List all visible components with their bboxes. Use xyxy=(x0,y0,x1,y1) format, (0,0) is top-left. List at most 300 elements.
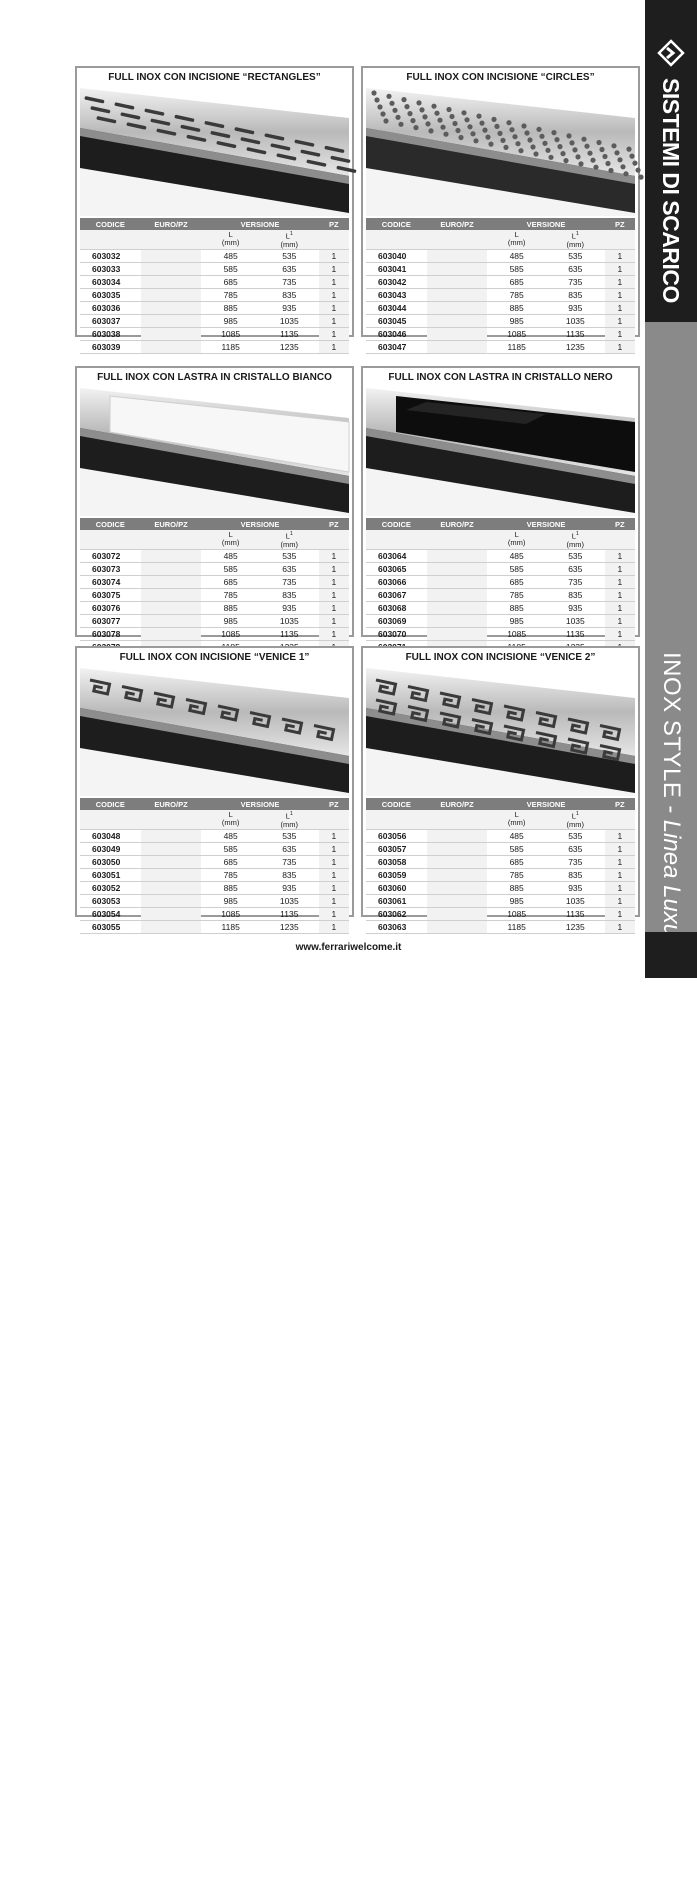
unit-l-label: L xyxy=(514,810,519,820)
pieces: 1 xyxy=(319,327,349,340)
pieces: 1 xyxy=(605,907,635,920)
length-l1: 735 xyxy=(546,575,605,588)
price-cell xyxy=(141,575,202,588)
length-l: 1085 xyxy=(487,907,546,920)
length-l: 585 xyxy=(487,262,546,275)
unit-l1 xyxy=(546,230,605,249)
table-row xyxy=(80,588,349,601)
length-l: 985 xyxy=(487,314,546,327)
unit-l1-sup: 1 xyxy=(575,531,579,537)
price-cell xyxy=(141,881,202,894)
spec-table-units xyxy=(366,810,635,829)
header-version: VERSIONE xyxy=(487,218,604,230)
length-l1: 935 xyxy=(546,301,605,314)
length-l: 1185 xyxy=(487,920,546,933)
product-code: 603058 xyxy=(366,855,427,868)
length-l1: 735 xyxy=(260,275,319,288)
spec-table-header xyxy=(80,218,349,230)
pieces: 1 xyxy=(605,314,635,327)
header-version: VERSIONE xyxy=(201,798,318,810)
product-code: 603069 xyxy=(366,614,427,627)
unit-l1-mm: (mm) xyxy=(280,239,299,249)
table-row xyxy=(366,575,635,588)
length-l1: 1135 xyxy=(260,627,319,640)
unit-l-mm: (mm) xyxy=(221,818,240,828)
price-cell xyxy=(141,249,202,262)
table-row xyxy=(366,327,635,340)
unit-l1 xyxy=(260,230,319,249)
price-cell xyxy=(141,920,202,933)
table-row xyxy=(366,842,635,855)
product-code: 603042 xyxy=(366,275,427,288)
units-blank xyxy=(427,810,488,829)
price-cell xyxy=(141,288,202,301)
pieces: 1 xyxy=(605,327,635,340)
table-row xyxy=(366,627,635,640)
product-code: 603059 xyxy=(366,868,427,881)
pieces: 1 xyxy=(319,275,349,288)
spec-table-header xyxy=(366,798,635,810)
length-l1: 1135 xyxy=(546,627,605,640)
table-row xyxy=(366,894,635,907)
pieces: 1 xyxy=(319,549,349,562)
units-blank xyxy=(80,530,141,549)
unit-l1-mm: (mm) xyxy=(280,539,299,549)
units-blank xyxy=(319,530,349,549)
product-code: 603070 xyxy=(366,627,427,640)
product-code: 603055 xyxy=(80,920,141,933)
page-number: 27 xyxy=(665,1870,677,1881)
unit-l1-label: L xyxy=(285,811,290,821)
length-l: 785 xyxy=(487,588,546,601)
pieces: 1 xyxy=(605,288,635,301)
length-l: 985 xyxy=(201,894,260,907)
unit-l1-mm: (mm) xyxy=(280,819,299,829)
pieces: 1 xyxy=(605,575,635,588)
product-photo xyxy=(80,88,349,216)
unit-l1-sup: 1 xyxy=(289,231,293,237)
header-code: CODICE xyxy=(80,218,141,230)
product-code: 603032 xyxy=(80,249,141,262)
spec-table xyxy=(366,798,635,934)
venice-2-grate-image xyxy=(366,668,635,796)
product-code: 603078 xyxy=(80,627,141,640)
length-l1: 935 xyxy=(260,881,319,894)
price-cell xyxy=(427,575,488,588)
pieces: 1 xyxy=(605,868,635,881)
header-code: CODICE xyxy=(80,798,141,810)
spec-table-units xyxy=(80,530,349,549)
table-row xyxy=(80,288,349,301)
length-l1: 1235 xyxy=(546,340,605,353)
pieces: 1 xyxy=(319,627,349,640)
pieces: 1 xyxy=(319,868,349,881)
product-panel-6 xyxy=(361,646,640,932)
unit-l1-label: L xyxy=(571,231,576,241)
unit-l1-label: L xyxy=(285,231,290,241)
price-cell xyxy=(141,907,202,920)
length-l: 1085 xyxy=(201,627,260,640)
header-euro: EURO/PZ xyxy=(427,798,488,810)
pieces: 1 xyxy=(319,601,349,614)
table-row xyxy=(80,314,349,327)
price-cell xyxy=(427,549,488,562)
length-l1: 835 xyxy=(546,588,605,601)
length-l: 585 xyxy=(487,842,546,855)
price-cell xyxy=(427,907,488,920)
length-l1: 1235 xyxy=(260,920,319,933)
product-panel-4 xyxy=(361,366,640,637)
price-cell xyxy=(141,301,202,314)
table-row xyxy=(366,855,635,868)
price-cell xyxy=(427,842,488,855)
units-blank xyxy=(427,230,488,249)
length-l1: 535 xyxy=(260,829,319,842)
unit-l-label: L xyxy=(228,230,233,240)
pieces: 1 xyxy=(319,829,349,842)
length-l1: 535 xyxy=(546,249,605,262)
unit-l xyxy=(201,530,260,549)
pieces: 1 xyxy=(605,275,635,288)
pieces: 1 xyxy=(605,301,635,314)
table-row xyxy=(366,562,635,575)
table-row xyxy=(366,340,635,353)
black-glass-grate-image xyxy=(366,388,635,516)
pieces: 1 xyxy=(319,340,349,353)
product-code: 603038 xyxy=(80,327,141,340)
product-panel-3 xyxy=(75,366,354,637)
pieces: 1 xyxy=(319,855,349,868)
header-euro: EURO/PZ xyxy=(141,518,202,530)
length-l: 785 xyxy=(201,868,260,881)
header-euro: EURO/PZ xyxy=(141,218,202,230)
product-photo xyxy=(80,388,349,516)
product-code: 603035 xyxy=(80,288,141,301)
unit-l1-sup: 1 xyxy=(289,811,293,817)
price-cell xyxy=(427,614,488,627)
price-cell xyxy=(427,249,488,262)
unit-l xyxy=(487,230,546,249)
length-l1: 1035 xyxy=(546,314,605,327)
length-l1: 1035 xyxy=(260,314,319,327)
product-title: FULL INOX CON INCISIONE “VENICE 2” xyxy=(405,652,596,663)
length-l: 485 xyxy=(487,829,546,842)
price-cell xyxy=(427,562,488,575)
price-cell xyxy=(141,327,202,340)
spec-table xyxy=(80,798,349,934)
price-cell xyxy=(141,894,202,907)
unit-l1 xyxy=(260,810,319,829)
table-row xyxy=(80,601,349,614)
unit-l-mm: (mm) xyxy=(507,538,526,548)
unit-l1-mm: (mm) xyxy=(566,819,585,829)
units-blank xyxy=(141,810,202,829)
length-l1: 835 xyxy=(260,588,319,601)
length-l: 1185 xyxy=(201,920,260,933)
length-l: 885 xyxy=(201,881,260,894)
pieces: 1 xyxy=(319,894,349,907)
pieces: 1 xyxy=(605,881,635,894)
units-blank xyxy=(80,230,141,249)
product-line-title-strong: INOX STYLE xyxy=(658,652,685,799)
product-title: FULL INOX CON LASTRA IN CRISTALLO BIANCO xyxy=(97,372,332,383)
product-code: 603060 xyxy=(366,881,427,894)
product-code: 603072 xyxy=(80,549,141,562)
product-code: 603051 xyxy=(80,868,141,881)
table-row xyxy=(80,327,349,340)
price-cell xyxy=(141,855,202,868)
table-row xyxy=(80,262,349,275)
length-l: 1085 xyxy=(201,327,260,340)
spec-table xyxy=(80,518,349,654)
price-cell xyxy=(427,868,488,881)
length-l1: 635 xyxy=(546,842,605,855)
product-code: 603053 xyxy=(80,894,141,907)
product-code: 603063 xyxy=(366,920,427,933)
pieces: 1 xyxy=(319,575,349,588)
length-l: 685 xyxy=(487,575,546,588)
spec-table xyxy=(366,218,635,354)
unit-l1 xyxy=(260,530,319,549)
length-l: 885 xyxy=(487,601,546,614)
product-code: 603043 xyxy=(366,288,427,301)
product-code: 603065 xyxy=(366,562,427,575)
header-code: CODICE xyxy=(366,518,427,530)
side-band xyxy=(645,0,697,1881)
spec-table-header xyxy=(80,798,349,810)
length-l: 1085 xyxy=(487,627,546,640)
header-pz: PZ xyxy=(319,218,349,230)
pieces: 1 xyxy=(605,549,635,562)
unit-l-mm: (mm) xyxy=(221,238,240,248)
brand-logo-icon xyxy=(658,40,684,66)
header-code: CODICE xyxy=(366,218,427,230)
length-l1: 635 xyxy=(546,562,605,575)
header-euro: EURO/PZ xyxy=(427,218,488,230)
product-photo xyxy=(80,668,349,796)
units-blank xyxy=(319,230,349,249)
table-row xyxy=(366,275,635,288)
product-code: 603067 xyxy=(366,588,427,601)
length-l1: 635 xyxy=(546,262,605,275)
side-band-grey xyxy=(645,322,697,932)
pieces: 1 xyxy=(605,601,635,614)
price-cell xyxy=(427,314,488,327)
product-code: 603074 xyxy=(80,575,141,588)
price-cell xyxy=(141,601,202,614)
header-code: CODICE xyxy=(366,798,427,810)
product-code: 603041 xyxy=(366,262,427,275)
product-code: 603056 xyxy=(366,829,427,842)
length-l1: 935 xyxy=(260,301,319,314)
pieces: 1 xyxy=(605,627,635,640)
pieces: 1 xyxy=(319,262,349,275)
price-cell xyxy=(141,562,202,575)
length-l1: 1035 xyxy=(546,614,605,627)
table-row xyxy=(80,340,349,353)
table-row xyxy=(366,262,635,275)
units-blank xyxy=(366,230,427,249)
pieces: 1 xyxy=(605,842,635,855)
product-photo xyxy=(366,388,635,516)
product-code: 603044 xyxy=(366,301,427,314)
length-l: 485 xyxy=(201,829,260,842)
length-l: 1085 xyxy=(487,327,546,340)
price-cell xyxy=(141,314,202,327)
product-code: 603061 xyxy=(366,894,427,907)
product-code: 603073 xyxy=(80,562,141,575)
length-l1: 935 xyxy=(546,601,605,614)
header-code: CODICE xyxy=(80,518,141,530)
product-code: 603054 xyxy=(80,907,141,920)
side-band-dark xyxy=(645,0,697,322)
length-l: 585 xyxy=(487,562,546,575)
product-code: 603036 xyxy=(80,301,141,314)
length-l1: 1035 xyxy=(260,614,319,627)
product-code: 603034 xyxy=(80,275,141,288)
price-cell xyxy=(427,601,488,614)
product-code: 603075 xyxy=(80,588,141,601)
table-row xyxy=(366,314,635,327)
units-blank xyxy=(80,810,141,829)
length-l: 785 xyxy=(201,288,260,301)
website-url[interactable]: www.ferrariwelcome.it xyxy=(295,942,402,953)
units-blank xyxy=(366,530,427,549)
spec-table-units xyxy=(80,230,349,249)
price-cell xyxy=(141,275,202,288)
product-panel-2 xyxy=(361,66,640,352)
table-row xyxy=(80,868,349,881)
header-pz: PZ xyxy=(605,798,635,810)
length-l1: 835 xyxy=(260,288,319,301)
length-l: 485 xyxy=(201,549,260,562)
pieces: 1 xyxy=(319,907,349,920)
length-l: 585 xyxy=(201,562,260,575)
pieces: 1 xyxy=(319,881,349,894)
length-l1: 1035 xyxy=(260,894,319,907)
circles-grate-image xyxy=(366,88,635,216)
spec-table-units xyxy=(80,810,349,829)
length-l: 685 xyxy=(201,575,260,588)
price-cell xyxy=(427,894,488,907)
unit-l-label: L xyxy=(228,530,233,540)
price-cell xyxy=(141,614,202,627)
pieces: 1 xyxy=(319,249,349,262)
units-blank xyxy=(605,530,635,549)
units-blank xyxy=(427,530,488,549)
unit-l xyxy=(201,810,260,829)
unit-l1-sup: 1 xyxy=(575,231,579,237)
table-row xyxy=(366,301,635,314)
price-cell xyxy=(141,262,202,275)
price-cell xyxy=(427,327,488,340)
length-l1: 635 xyxy=(260,842,319,855)
length-l1: 535 xyxy=(260,249,319,262)
table-row xyxy=(80,549,349,562)
table-row xyxy=(80,855,349,868)
product-code: 603062 xyxy=(366,907,427,920)
table-row xyxy=(80,249,349,262)
product-title: FULL INOX CON INCISIONE “VENICE 1” xyxy=(119,652,310,663)
table-row xyxy=(80,275,349,288)
pieces: 1 xyxy=(319,288,349,301)
header-pz: PZ xyxy=(605,518,635,530)
length-l: 785 xyxy=(487,868,546,881)
length-l1: 1135 xyxy=(260,327,319,340)
length-l: 785 xyxy=(487,288,546,301)
unit-l1-mm: (mm) xyxy=(566,239,585,249)
header-pz: PZ xyxy=(319,518,349,530)
table-row xyxy=(366,868,635,881)
length-l: 885 xyxy=(487,301,546,314)
pieces: 1 xyxy=(319,588,349,601)
pieces: 1 xyxy=(319,562,349,575)
price-cell xyxy=(141,549,202,562)
table-row xyxy=(80,301,349,314)
price-cell xyxy=(427,829,488,842)
price-cell xyxy=(427,340,488,353)
unit-l-label: L xyxy=(514,230,519,240)
product-code: 603048 xyxy=(80,829,141,842)
pieces: 1 xyxy=(319,614,349,627)
unit-l xyxy=(487,810,546,829)
length-l: 985 xyxy=(487,614,546,627)
table-row xyxy=(80,842,349,855)
pieces: 1 xyxy=(605,588,635,601)
units-blank xyxy=(605,810,635,829)
header-version: VERSIONE xyxy=(201,218,318,230)
length-l: 1085 xyxy=(201,907,260,920)
price-cell xyxy=(427,275,488,288)
header-version: VERSIONE xyxy=(201,518,318,530)
length-l: 885 xyxy=(487,881,546,894)
price-cell xyxy=(427,262,488,275)
units-blank xyxy=(366,810,427,829)
price-cell xyxy=(141,588,202,601)
length-l: 985 xyxy=(487,894,546,907)
length-l1: 1135 xyxy=(546,907,605,920)
product-panel-1 xyxy=(75,66,354,352)
table-row xyxy=(366,881,635,894)
pieces: 1 xyxy=(605,920,635,933)
table-row xyxy=(366,549,635,562)
product-photo xyxy=(366,88,635,216)
pieces: 1 xyxy=(605,249,635,262)
length-l: 1185 xyxy=(201,340,260,353)
spec-table xyxy=(366,518,635,654)
product-code: 603040 xyxy=(366,249,427,262)
spec-table-header xyxy=(366,218,635,230)
price-cell xyxy=(427,920,488,933)
length-l: 685 xyxy=(201,855,260,868)
white-glass-grate-image xyxy=(80,388,349,516)
header-version: VERSIONE xyxy=(487,518,604,530)
product-code: 603045 xyxy=(366,314,427,327)
table-row xyxy=(366,614,635,627)
price-cell xyxy=(427,288,488,301)
length-l: 985 xyxy=(201,314,260,327)
length-l1: 635 xyxy=(260,562,319,575)
product-code: 603064 xyxy=(366,549,427,562)
product-code: 603046 xyxy=(366,327,427,340)
length-l: 1185 xyxy=(487,340,546,353)
length-l: 685 xyxy=(201,275,260,288)
units-blank xyxy=(141,230,202,249)
length-l: 685 xyxy=(487,275,546,288)
length-l: 885 xyxy=(201,601,260,614)
price-cell xyxy=(427,588,488,601)
product-code: 603068 xyxy=(366,601,427,614)
